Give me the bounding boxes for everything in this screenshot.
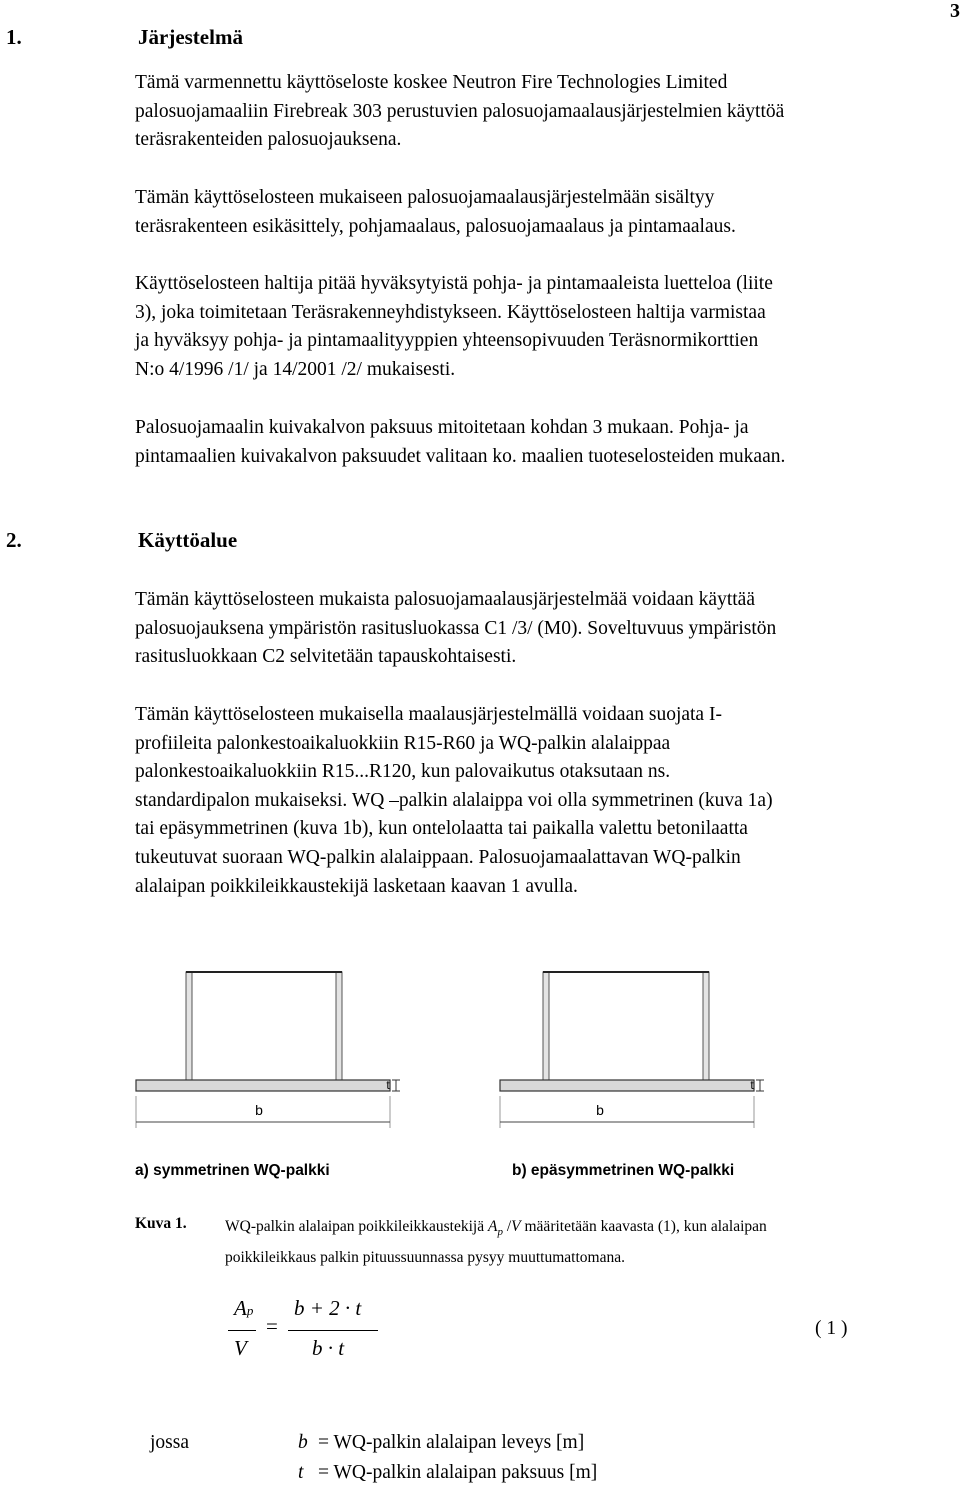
dim-b-label-b: b [596, 1102, 604, 1118]
caption-1a: a) symmetrinen WQ-palkki [135, 1162, 330, 1179]
text-line: palosuojauksena ympäristön rasitusluokassa C1 /3/ (M0). Soveltuvuus ympäristön [135, 617, 777, 639]
section-2-title: Käyttöalue [138, 528, 238, 552]
formula-var-a: A [234, 1296, 247, 1320]
def-var-t: t [298, 1462, 304, 1483]
formula-1 [228, 1296, 398, 1364]
section-1-paragraph-2 [135, 184, 935, 241]
section-2-heading [6, 528, 406, 558]
section-1-title: Järjestelmä [138, 25, 243, 49]
fraction-bar [228, 1330, 256, 1331]
formula-sub-p: p [246, 1303, 254, 1318]
caption-text: määritetään kaavasta (1), kun alalaipan [520, 1218, 767, 1235]
formula-rhs-numerator: b + 2 · t [294, 1296, 362, 1320]
definitions-list [0, 1428, 960, 1488]
caption-slash: / [502, 1218, 512, 1235]
web-right [703, 972, 709, 1080]
text-line: Tämän käyttöselosteen mukaisella maalausjärjestelmällä voidaan suojata I- [135, 704, 722, 725]
section-1-number: 1. [6, 25, 22, 49]
caption-sub-p: p [497, 1226, 503, 1239]
formula-lhs-denominator: V [234, 1336, 247, 1360]
caption-text: WQ-palkin alalaipan poikkileikkaustekijä [225, 1218, 488, 1235]
text-line: tukeutuvat suoraan WQ-palkin alalaippaan. Palosuojamaalattavan WQ-palkin [135, 846, 741, 868]
text-line: profiileita palonkestoaikaluokkiin R15-R60 ja WQ-palkin alalaippaa [135, 732, 671, 754]
figure-1 [134, 952, 794, 1132]
text-line: N:o 4/1996 /1/ ja 14/2001 /2/ mukaisesti. [135, 358, 456, 380]
text-line: Palosuojamaalin kuivakalvon paksuus mitoitetaan kohdan 3 mukaan. Pohja- ja [135, 417, 749, 438]
fraction-bar [288, 1330, 378, 1331]
text-line: Tämän käyttöselosteen mukaiseen palosuojamaalausjärjestelmään sisältyy [135, 187, 715, 208]
formula-equals: = [266, 1314, 278, 1338]
section-1-paragraph-4 [135, 414, 935, 471]
definitions-intro: jossa [150, 1432, 189, 1453]
bottom-flange [136, 1080, 390, 1091]
equation-number: ( 1 ) [815, 1318, 848, 1339]
section-1-paragraph-3 [135, 270, 935, 384]
def-text-b: = WQ-palkin alalaipan leveys [m] [318, 1432, 585, 1453]
text-line: palosuojamaaliin Firebreak 303 perustuvien palosuojamaalausjärjestelmien käyttöä [135, 100, 785, 122]
def-var-b: b [298, 1432, 308, 1453]
figure-label: Kuva 1. [135, 1215, 187, 1232]
figure-1b-asymmetric [500, 972, 764, 1128]
section-1-paragraph-1 [135, 69, 935, 155]
text-line: Tämä varmennettu käyttöseloste koskee Neutron Fire Technologies Limited [135, 72, 728, 93]
dim-t-label-b: t [750, 1078, 754, 1092]
web-right [336, 972, 342, 1080]
text-line: 3), joka toimitetaan Teräsrakenneyhdistykseen. Käyttöselosteen haltija varmistaa [135, 301, 766, 323]
section-2-paragraph-1 [135, 586, 935, 672]
caption-var-a: A [488, 1218, 498, 1235]
section-2-number: 2. [6, 528, 22, 552]
text-line: rasitusluokkaan C2 selvitetään tapauskohtaisesti. [135, 646, 517, 668]
figure-1a-symmetric [136, 972, 400, 1128]
section-1-heading [6, 25, 406, 55]
formula-rhs-denominator: b · t [312, 1336, 345, 1360]
caption-1b: b) epäsymmetrinen WQ-palkki [512, 1162, 735, 1179]
text-line: tai epäsymmetrinen (kuva 1b), kun ontelolaatta tai paikalla valettu betonilaatta [135, 818, 748, 840]
text-line: teräsrakenteiden palosuojauksena. [135, 129, 402, 151]
section-2-paragraph-2 [135, 701, 935, 901]
dim-t-label-a: t [386, 1078, 390, 1092]
text-line: ja hyväksyy pohja- ja pintamaalityyppien yhteensopivuuden Teräsnormikorttien [135, 330, 759, 352]
figure-caption [225, 1214, 945, 1271]
def-text-t: = WQ-palkin alalaipan paksuus [m] [318, 1462, 598, 1483]
dim-b-label-a: b [255, 1102, 263, 1118]
text-line: palonkestoaikaluokkiin R15...R120, kun palovaikutus otaksutaan ns. [135, 761, 671, 783]
caption-var-v: V [511, 1218, 521, 1235]
text-line: teräsrakenteen esikäsittely, pohjamaalaus, palosuojamaalaus ja pintamaalaus. [135, 215, 736, 237]
caption-text: poikkileikkaus palkin pituussuunnassa pysyy muuttumattomana. [225, 1249, 625, 1267]
text-line: pintamaalien kuivakalvon paksuudet valitaan ko. maalien tuoteselosteiden mukaan. [135, 445, 786, 467]
formula-lhs-numerator [234, 1296, 253, 1321]
wq-beam-drawing [134, 952, 794, 1132]
page-number: 3 [950, 0, 960, 22]
text-line: Tämän käyttöselosteen mukaista palosuojamaalausjärjestelmää voidaan käyttää [135, 589, 755, 610]
bottom-flange [500, 1080, 754, 1091]
web-left [543, 972, 549, 1080]
text-line: standardipalon mukaiseksi. WQ –palkin alalaippa voi olla symmetrinen (kuva 1a) [135, 789, 773, 811]
text-line: Käyttöselosteen haltija pitää hyväksytyistä pohja- ja pintamaaleista luetteloa (liite [135, 273, 773, 294]
text-line: alalaipan poikkileikkaustekijä lasketaan kaavan 1 avulla. [135, 875, 578, 897]
web-left [186, 972, 192, 1080]
